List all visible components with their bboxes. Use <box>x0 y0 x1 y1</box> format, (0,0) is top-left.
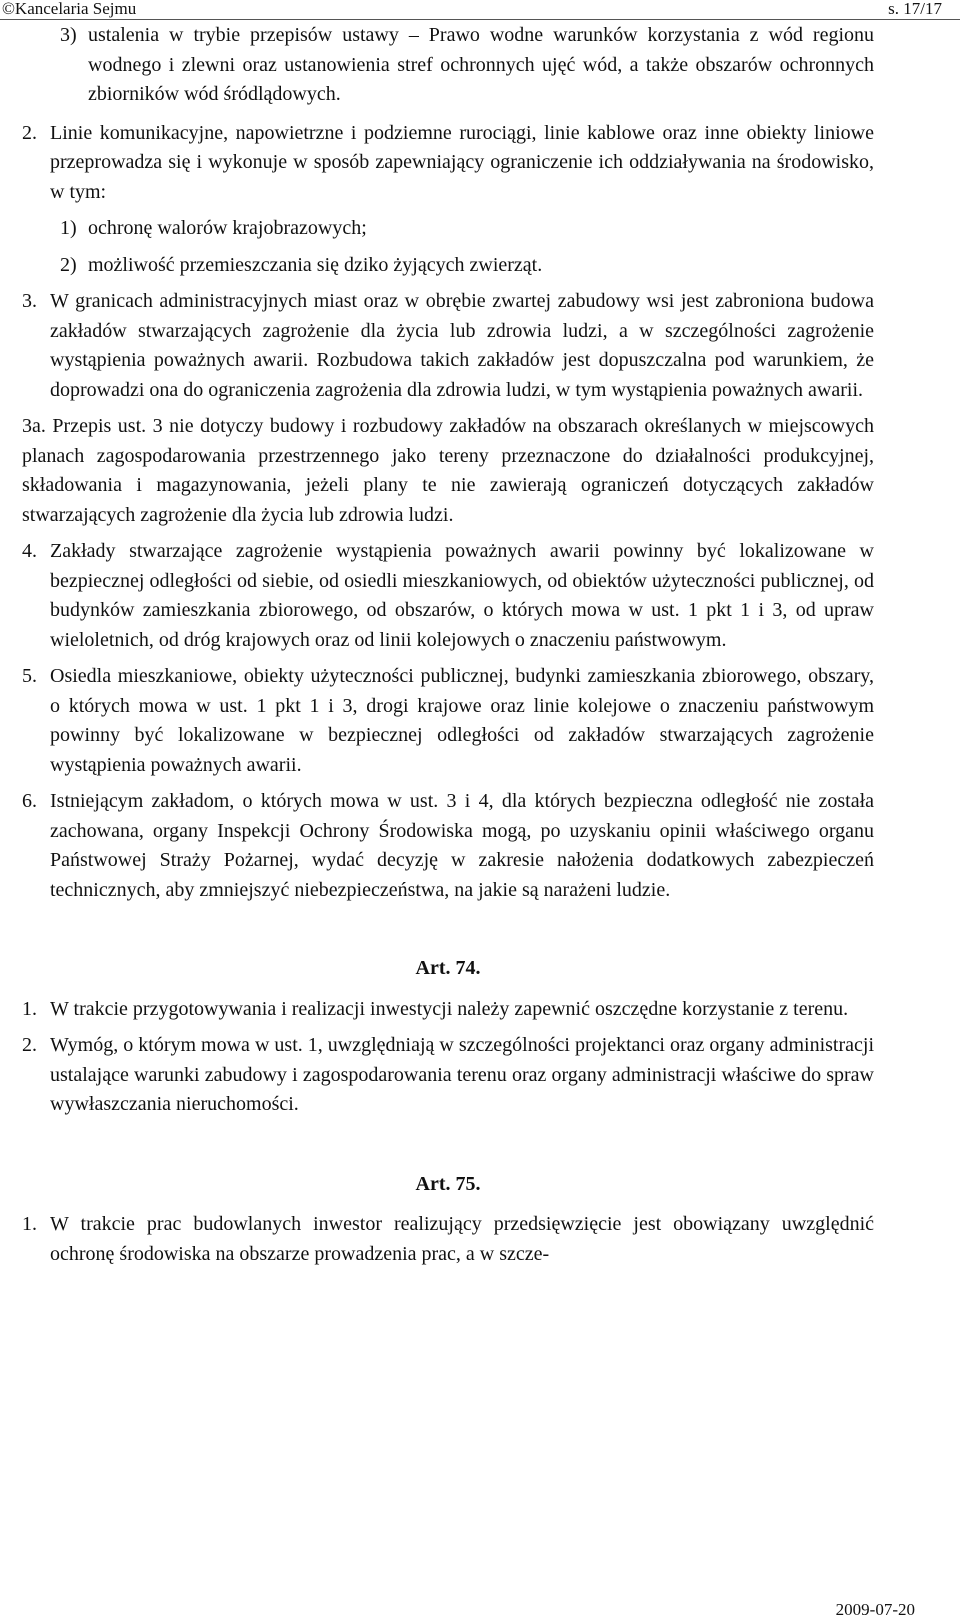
sub-item-1 <box>22 214 874 244</box>
paragraph-5 <box>22 662 874 780</box>
paragraph-3 <box>22 287 874 405</box>
item-number: 3) <box>60 24 77 46</box>
sub-item-text: ochronę walorów krajobrazowych; <box>88 217 367 239</box>
paragraph-4 <box>22 537 874 655</box>
sub-item-number: 1) <box>60 217 77 239</box>
sub-item-2 <box>22 251 874 281</box>
paragraph-2 <box>22 119 874 208</box>
header-rule <box>0 19 960 20</box>
art74-paragraph-1 <box>22 995 874 1025</box>
art74-paragraph-2 <box>22 1031 874 1120</box>
article-75-title: Art. 75. <box>415 1172 481 1195</box>
paragraph-number: 4. <box>22 540 37 562</box>
paragraph-text: Przepis ust. 3 nie dotyczy budowy i rozbudowy zakładów na obszarach określanych w miejscowych planach zagospodarowania przestrzennego jako tereny przeznaczone do działalności produkcyjnej, składowania i magazynowania, jeżeli plany te nie zawierają ograniczeń dotyczących zakładów stwarzających zagrożenie dla życia lub zdrowia ludzi. <box>22 415 874 526</box>
paragraph-text: W granicach administracyjnych miast oraz w obrębie zwartej zabudowy wsi jest zabroniona budowa zakładów stwarzających zagrożenie dla życia lub zdrowia ludzi, a w szczególności zagrożenie wystąpienia poważnych awarii. Rozbudowa takich zakładów jest dopuszczalna pod warunkiem, że doprowadzi ona do ograniczenia zagrożenia dla zdrowia ludzi, w tym wystąpienia poważnych awarii. <box>50 290 874 401</box>
paragraph-6 <box>22 787 874 905</box>
article-74-title: Art. 74. <box>415 957 481 979</box>
paragraph-number: 1. <box>22 1213 37 1235</box>
paragraph-number: 2. <box>22 121 37 144</box>
paragraph-text: W trakcie przygotowywania i realizacji inwestycji należy zapewnić oszczędne korzystanie z terenu. <box>50 997 849 1020</box>
copyright-header: ©Kancelaria Sejmu <box>2 0 137 18</box>
document-date: 2009-07-20 <box>835 1600 915 1619</box>
paragraph-3a <box>22 412 874 530</box>
paragraph-number: 6. <box>22 790 37 812</box>
sub-item-number: 2) <box>60 253 77 276</box>
paragraph-number: 1. <box>22 997 37 1020</box>
paragraph-number: 3. <box>22 290 37 312</box>
paragraph-text: Osiedla mieszkaniowe, obiekty użyteczności publicznej, budynki zamieszkania zbiorowego, obszary, o których mowa w ust. 1 pkt 1 i 3, drogi krajowe oraz linie kolejowe o znaczeniu państwowym powinny być lokalizowane w bezpiecznej odległości od zakładów stwarzających zagrożenie wystąpienia poważnych awarii. <box>50 665 874 776</box>
paragraph-number: 2. <box>22 1034 37 1056</box>
page-number: s. 17/17 <box>888 0 942 18</box>
paragraph-text: Zakłady stwarzające zagrożenie wystąpienia poważnych awarii powinny być lokalizowane w bezpiecznej odległości od siebie, od osiedli mieszkaniowych, od obiektów użyteczności publicznej, od budynków zamieszkania zbiorowego, od obszarów, o których mowa w ust. 1 pkt 1 i 3, od upraw wieloletnich, od dróg krajowych oraz od linii kolejowych o znaczeniu państwowym. <box>50 540 874 651</box>
document-body <box>22 21 874 1276</box>
paragraph-text: Istniejącym zakładom, o których mowa w ust. 3 i 4, dla których bezpieczna odległość nie została zachowana, organy Inspekcji Ochrony Środowiska mogą, po uzyskaniu opinii właściwego organu Państwowej Straży Pożarnej, wydać decyzję w zakresie nałożenia dodatkowych zabezpieczeń technicznych, aby zmniejszyć niebezpieczeństwa, na jakie są narażeni ludzie. <box>50 790 874 901</box>
paragraph-text: Linie komunikacyjne, napowietrzne i podziemne rurociągi, linie kablowe oraz inne obiekty liniowe przeprowadza się i wykonuje w sposób zapewniający ograniczenie ich oddziaływania na środowisko, w tym: <box>50 121 874 203</box>
list-item-3 <box>22 21 874 110</box>
paragraph-text: W trakcie prac budowlanych inwestor realizujący przedsięwzięcie jest obowiązany uwzględnić ochronę środowiska na obszarze prowadzenia prac, a w szcze- <box>50 1213 874 1265</box>
art75-paragraph-1 <box>22 1210 874 1269</box>
sub-item-text: możliwość przemieszczania się dziko żyjących zwierząt. <box>88 253 543 276</box>
paragraph-number: 5. <box>22 665 37 687</box>
paragraph-number: 3a. <box>22 415 46 437</box>
item-text: ustalenia w trybie przepisów ustawy – Prawo wodne warunków korzystania z wód regionu wodnego i zlewni oraz ustanowienia stref ochronnych ujęć wód, a także obszarów ochronnych zbiorników wód śródlądowych. <box>88 24 874 105</box>
paragraph-text: Wymóg, o którym mowa w ust. 1, uwzględniają w szczególności projektanci oraz organy administracji ustalające warunki zabudowy i zagospodarowania terenu oraz organy administracji właściwe do spraw wywłaszczania nieruchomości. <box>50 1034 874 1115</box>
